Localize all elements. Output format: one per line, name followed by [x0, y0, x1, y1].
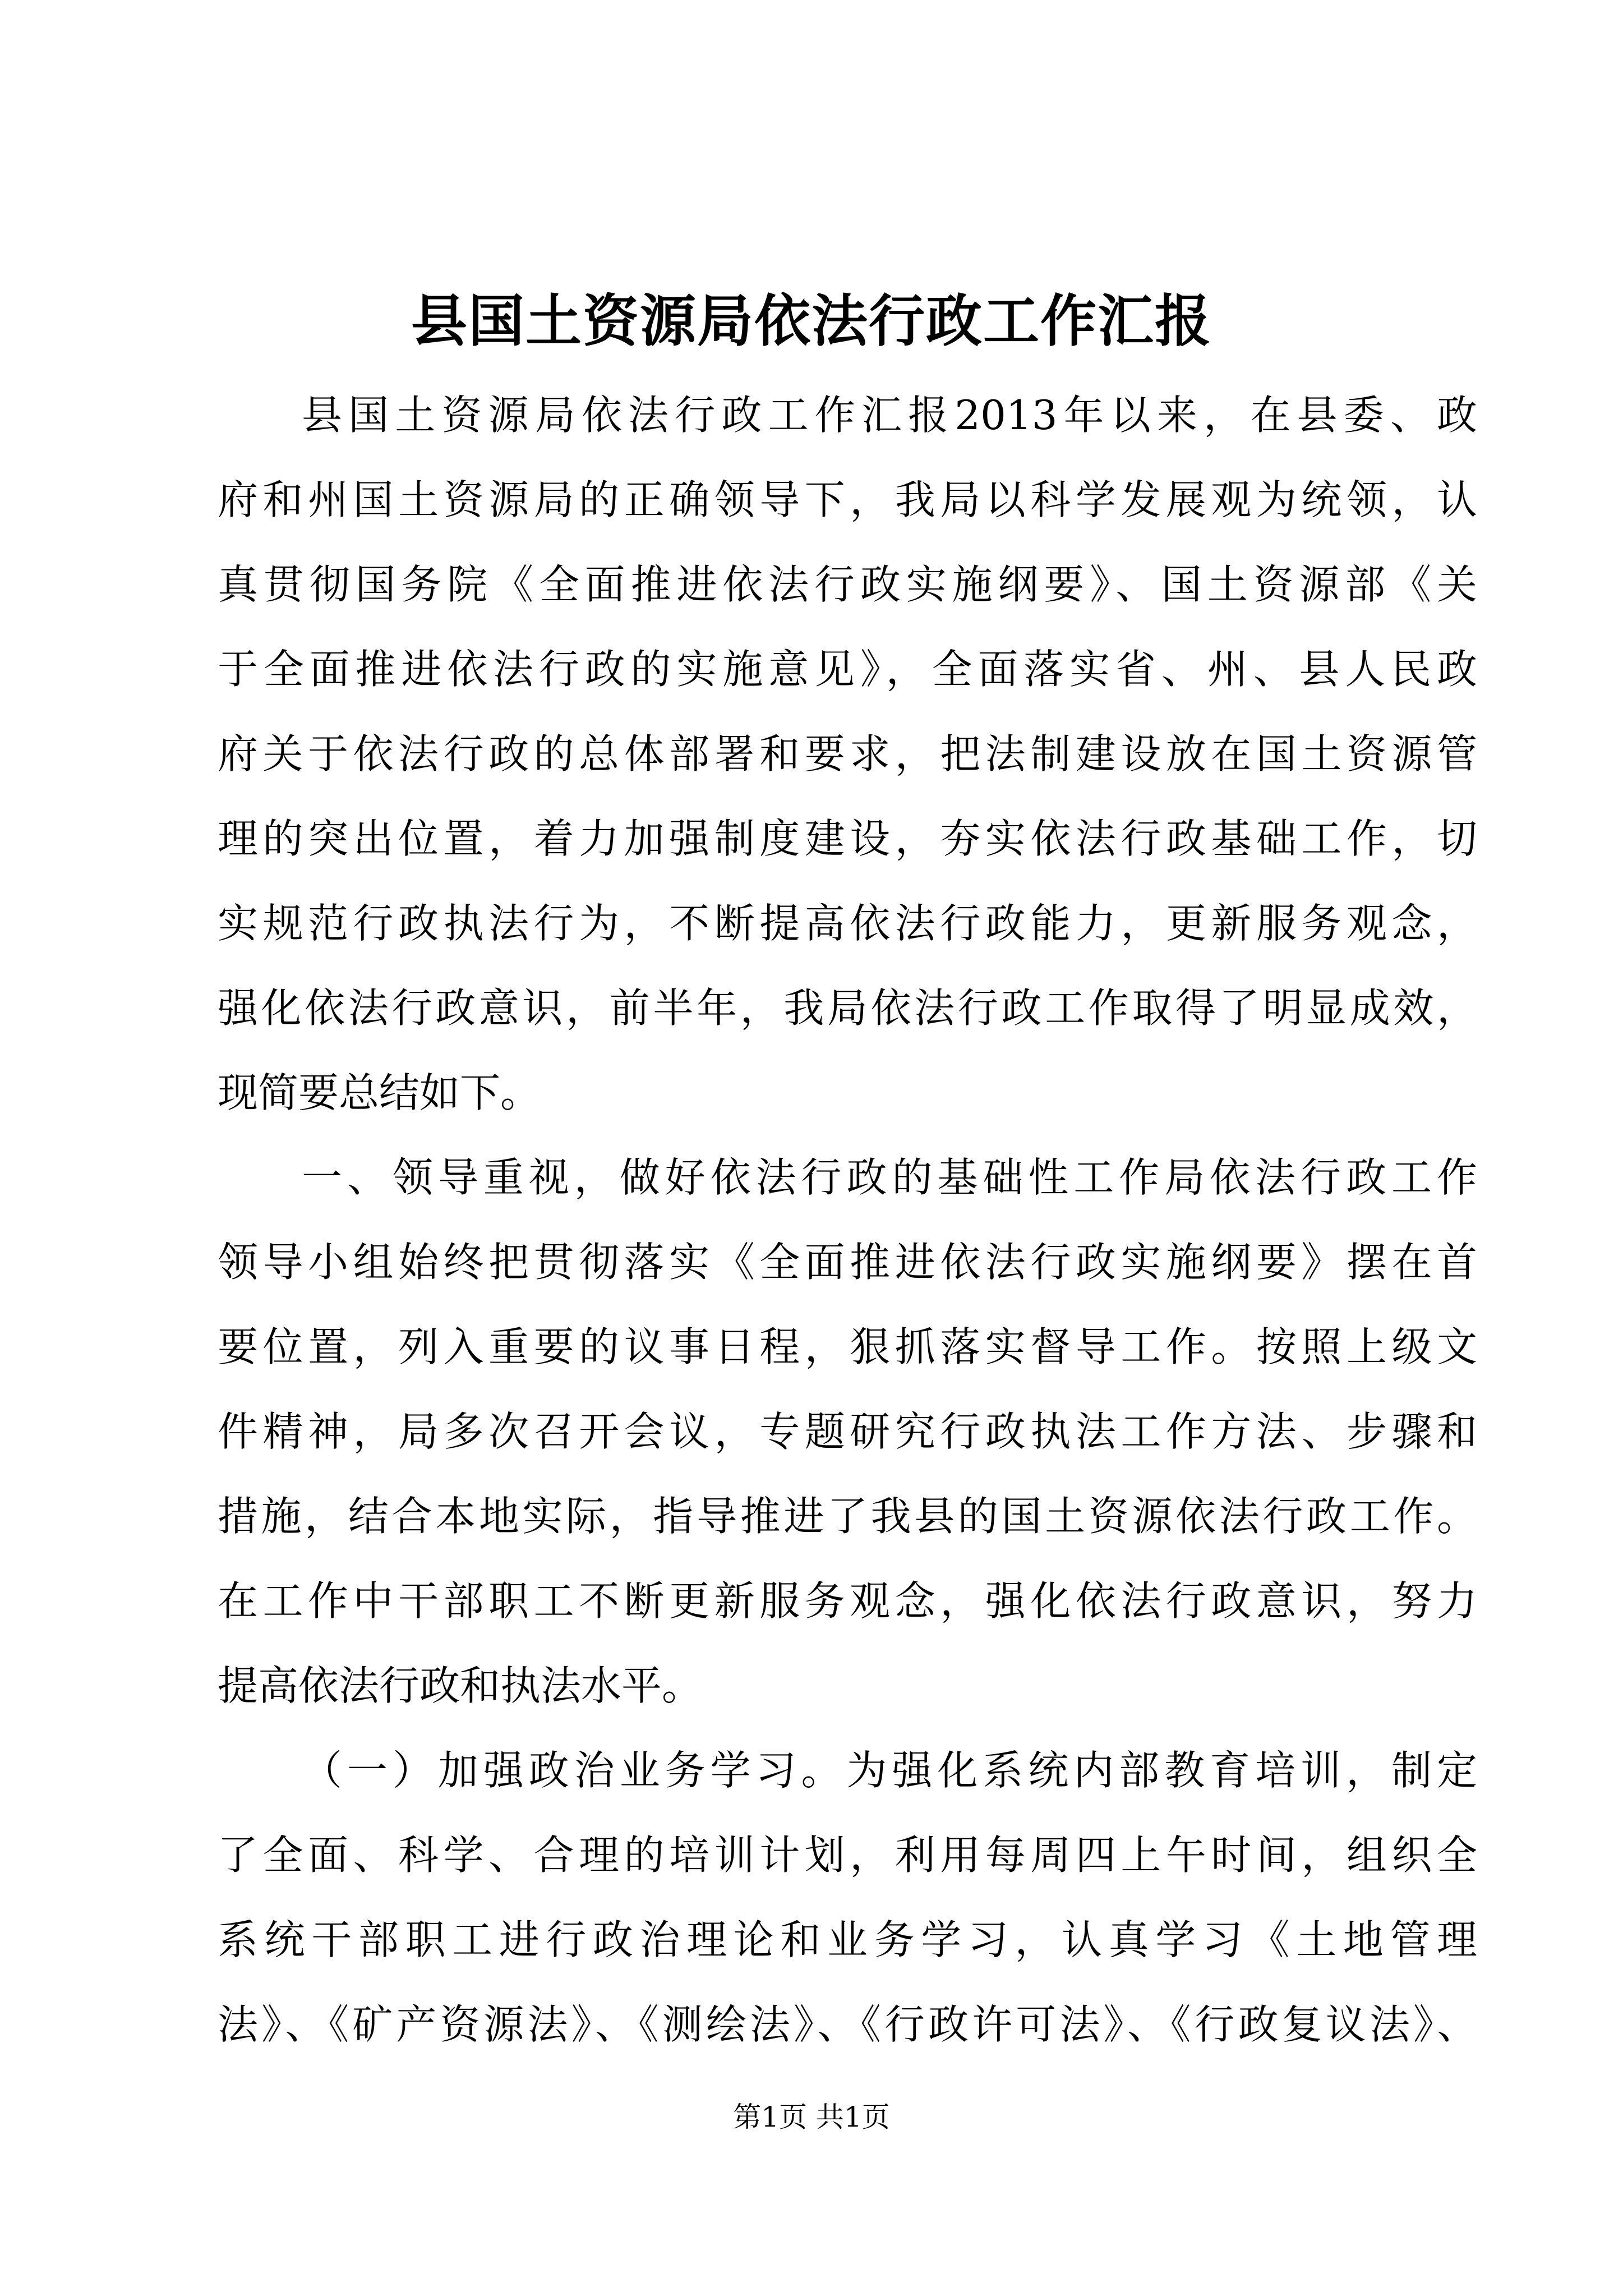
- paragraph-subsection-one: [218, 1728, 1477, 2067]
- text-line: 强化依法行政意识，前半年，我局依法行政工作取得了明显成效，: [218, 984, 1477, 1032]
- paragraph-intro: [218, 373, 1477, 1135]
- document-title: 县国土资源局依法行政工作汇报: [411, 288, 1212, 354]
- text-line: 件精神，局多次召开会议，专题研究行政执法工作方法、步骤和: [218, 1408, 1477, 1455]
- text-line: 在工作中干部职工不断更新服务观念，强化依法行政意识，努力: [218, 1577, 1477, 1625]
- page-number-footer: 第1页 共1页: [733, 2101, 890, 2133]
- text-line: 要位置，列入重要的议事日程，狠抓落实督导工作。按照上级文: [218, 1323, 1477, 1370]
- text-line: 府关于依法行政的总体部署和要求，把法制建设放在国土资源管: [218, 730, 1477, 777]
- text-line: 县国土资源局依法行政工作汇报2013年以来，在县委、政: [302, 392, 1477, 439]
- text-line: （一）加强政治业务学习。为强化系统内部教育培训，制定: [302, 1747, 1477, 1794]
- text-line: 措施，结合本地实际，指导推进了我县的国土资源依法行政工作。: [218, 1493, 1477, 1540]
- text-line: 一、领导重视，做好依法行政的基础性工作局依法行政工作: [302, 1154, 1477, 1201]
- text-line: 于全面推进依法行政的实施意见》，全面落实省、州、县人民政: [218, 646, 1477, 693]
- text-line: 实规范行政执法行为，不断提高依法行政能力，更新服务观念，: [218, 900, 1477, 947]
- text-line: 现简要总结如下。: [218, 1069, 541, 1116]
- text-line: 理的突出位置，着力加强制度建设，夯实依法行政基础工作，切: [218, 815, 1477, 862]
- document-body: [218, 373, 1477, 2067]
- text-line: 府和州国土资源局的正确领导下，我局以科学发展观为统领，认: [218, 476, 1477, 523]
- paragraph-section-one: [218, 1135, 1477, 1728]
- text-line: 提高依法行政和执法水平。: [218, 1662, 703, 1709]
- text-line: 了全面、科学、合理的培训计划，利用每周四上午时间，组织全: [218, 1832, 1477, 1879]
- text-line: 系统干部职工进行政治理论和业务学习，认真学习《土地管理: [218, 1916, 1477, 1963]
- text-line: 领导小组始终把贯彻落实《全面推进依法行政实施纲要》摆在首: [218, 1239, 1477, 1286]
- text-line: 真贯彻国务院《全面推进依法行政实施纲要》、国土资源部《关: [218, 561, 1477, 608]
- text-line: 法》、《矿产资源法》、《测绘法》、《行政许可法》、《行政复议法》、: [218, 2001, 1477, 2048]
